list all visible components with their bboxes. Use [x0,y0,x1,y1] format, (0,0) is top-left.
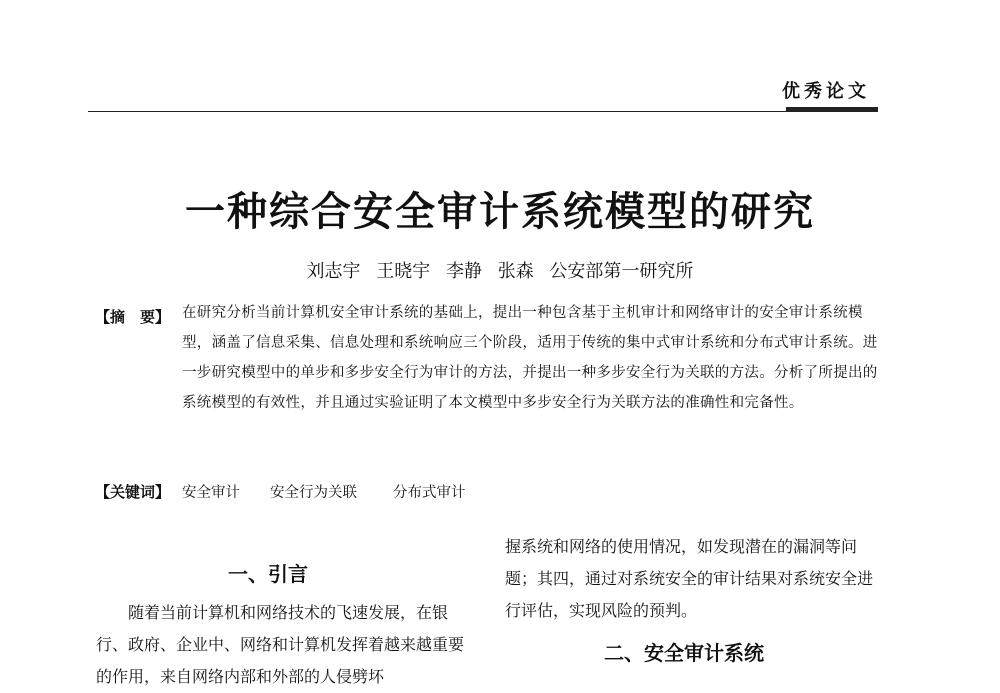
keywords-label: 【关键词】 [95,483,171,501]
right-column-text: 握系统和网络的使用情况，如发现潜在的漏洞等问题；其四，通过对系统安全的审计结果对系统安全进行评估，实现风险的预判。 [505,537,874,620]
abstract-text: 在研究分析当前计算机安全审计系统的基础上，提出一种包含基于主机审计和网络审计的安全审计系统模型，涵盖了信息采集、信息处理和系统响应三个阶段，适用于传统的集中式审计系统和分布式审计系统。进一步研究模型中的单步和多步安全行为审计的方法，并提出一种多步安全行为关联的方法。分析了所提出的系统模型的有效性，并且通过实验证明了本文模型中多步安全行为关联方法的准确性和完备性。 [182,305,878,411]
keyword-item: 分布式审计 [393,485,466,501]
header-rule [88,111,878,112]
header-rule-accent [786,107,878,111]
paper-title: 一种综合安全审计系统模型的研究 [185,189,815,235]
journal-column-label: 优秀论文 [782,81,870,102]
keyword-item: 安全行为关联 [270,485,357,501]
abstract-label: 【摘 要】 [95,308,171,326]
section-heading-audit-system: 二、安全审计系统 [604,641,764,665]
keyword-item: 安全审计 [182,485,240,501]
section-heading-introduction: 一、引言 [228,562,308,586]
left-column-text: 随着当前计算机和网络技术的飞速发展，在银行、政府、企业中、网络和计算机发挥着越来越重要的作用，来自网络内部和外部的人侵劈坏 [96,603,465,686]
paper-authors: 刘志宇 王晓宇 李静 张森 公安部第一研究所 [306,261,694,282]
